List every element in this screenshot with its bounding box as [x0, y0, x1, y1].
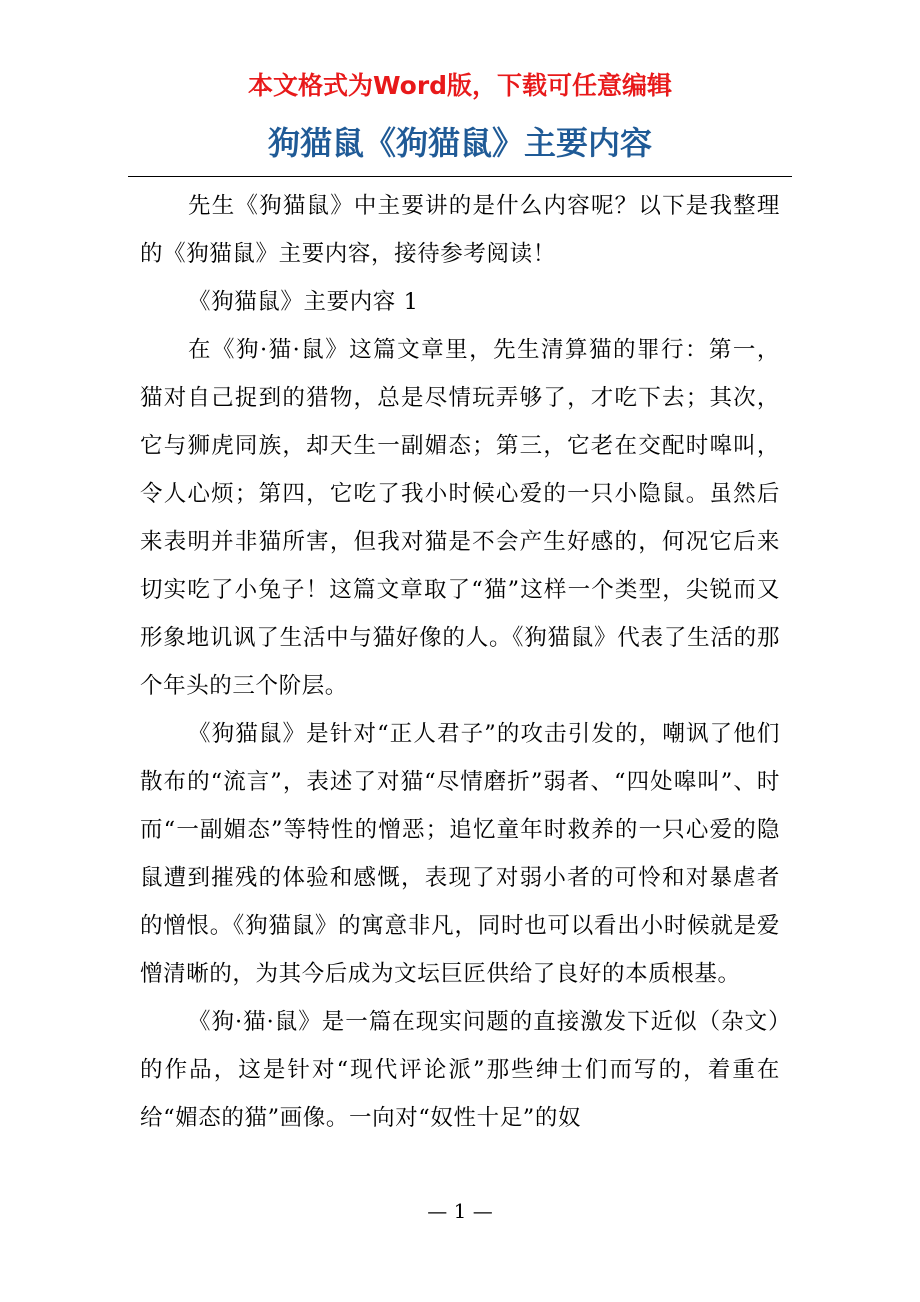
document-body	[140, 182, 780, 1142]
body-paragraph: 在《狗·猫·鼠》这篇文章里，先生清算猫的罪行：第一，猫对自己捉到的猎物，总是尽情玩弄够了，才吃下去；其次，它与狮虎同族，却天生一副媚态；第三，它老在交配时嗥叫，令人心烦；第四，它吃了我小时候心爱的一只小隐鼠。虽然后来表明并非猫所害，但我对猫是不会产生好感的，何况它后来切实吃了小兔子！这篇文章取了“猫”这样一个类型，尖锐而又形象地讥讽了生活中与猫好像的人。《狗猫鼠》代表了生活的那个年头的三个阶层。	[140, 337, 780, 699]
body-paragraph: 《狗·猫·鼠》是一篇在现实问题的直接激发下近似（杂文）的作品，这是针对“现代评论派”那些绅士们而写的，着重在给“媚态的猫”画像。一向对“奴性十足”的奴	[140, 1009, 780, 1131]
download-notice-banner: 本文格式为Word版，下载可任意编辑	[247, 71, 673, 100]
document-title: 狗猫鼠《狗猫鼠》主要内容	[267, 124, 652, 162]
page-number: — 1 —	[427, 1199, 493, 1223]
title-divider	[128, 176, 792, 177]
section-heading: 《狗猫鼠》主要内容 1	[188, 289, 419, 315]
body-paragraph: 《狗猫鼠》是针对“正人君子”的攻击引发的，嘲讽了他们散布的“流言”，表述了对猫“尽情磨折”弱者、“四处嗥叫”、时而“一副媚态”等特性的憎恶；追忆童年时救养的一只心爱的隐鼠遭到摧残的体验和感慨，表现了对弱小者的可怜和对暴虐者的憎恨。《狗猫鼠》的寓意非凡，同时也可以看出小时候就是爱憎清晰的，为其今后成为文坛巨匠供给了良好的本质根基。	[140, 721, 780, 987]
intro-paragraph: 先生《狗猫鼠》中主要讲的是什么内容呢？以下是我整理的《狗猫鼠》主要内容，接待参考阅读！	[140, 193, 780, 267]
